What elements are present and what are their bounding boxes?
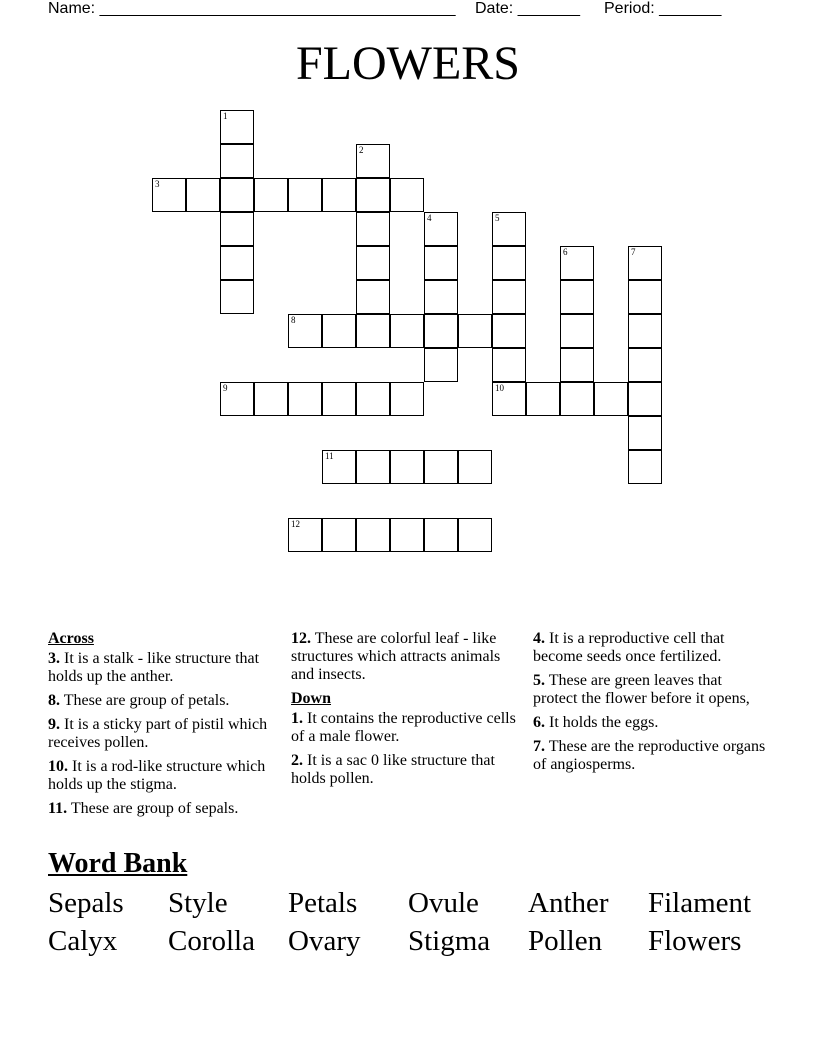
clue-down-1 — [291, 710, 516, 746]
crossword-cell[interactable] — [322, 314, 356, 348]
word-bank-word: Ovule — [408, 887, 479, 919]
cell-number: 7 — [631, 247, 636, 257]
word-bank-word: Calyx — [48, 925, 118, 957]
crossword-cell[interactable] — [356, 450, 390, 484]
clue-number: 8. — [48, 692, 60, 709]
crossword-cell[interactable] — [390, 518, 424, 552]
word-bank-word: Flowers — [648, 925, 742, 957]
clue-number: 5. — [533, 672, 545, 689]
crossword-cell[interactable] — [322, 382, 356, 416]
crossword-cell[interactable] — [390, 314, 424, 348]
clue-text: It is a reproductive cell that become seeds once fertilized. — [533, 630, 725, 665]
cell-number: 9 — [223, 383, 228, 393]
crossword-cell[interactable] — [560, 348, 594, 382]
clue-text: These are colorful leaf - like structures which attracts animals and insects. — [291, 630, 501, 683]
clue-across-8 — [48, 692, 278, 710]
word-bank-word: Ovary — [288, 925, 361, 957]
clue-text: These are group of petals. — [63, 692, 230, 709]
crossword-cell[interactable] — [356, 314, 390, 348]
word-bank-word: Sepals — [48, 887, 124, 919]
crossword-cell[interactable] — [628, 348, 662, 382]
crossword-cell[interactable] — [220, 144, 254, 178]
crossword-cell[interactable] — [220, 110, 254, 144]
crossword-cell[interactable] — [254, 382, 288, 416]
word-bank-title: Word Bank — [48, 848, 188, 879]
clue-down-7 — [533, 738, 768, 774]
crossword-cell[interactable] — [152, 178, 186, 212]
clue-number: 2. — [291, 752, 303, 769]
clue-number: 7. — [533, 738, 545, 755]
crossword-cell[interactable] — [424, 246, 458, 280]
crossword-cell[interactable] — [424, 212, 458, 246]
clue-across-3 — [48, 650, 278, 686]
clue-number: 6. — [533, 714, 545, 731]
crossword-cell[interactable] — [560, 314, 594, 348]
clues-column-1 — [48, 630, 278, 824]
cell-number: 2 — [359, 145, 364, 155]
across-heading: Across — [48, 630, 94, 647]
crossword-cell[interactable] — [560, 382, 594, 416]
crossword-cell[interactable] — [628, 416, 662, 450]
cell-number: 3 — [155, 179, 160, 189]
crossword-cell[interactable] — [492, 382, 526, 416]
crossword-cell[interactable] — [424, 314, 458, 348]
crossword-cell[interactable] — [356, 280, 390, 314]
clue-down-6 — [533, 714, 768, 732]
crossword-cell[interactable] — [390, 382, 424, 416]
word-bank-word: Anther — [528, 887, 609, 919]
cell-number: 4 — [427, 213, 432, 223]
crossword-cell[interactable] — [560, 280, 594, 314]
cell-number: 1 — [223, 111, 228, 121]
crossword-cell[interactable] — [186, 178, 220, 212]
crossword-cell[interactable] — [424, 450, 458, 484]
crossword-cell[interactable] — [288, 178, 322, 212]
crossword-cell[interactable] — [458, 314, 492, 348]
crossword-cell[interactable] — [458, 450, 492, 484]
clue-number: 11. — [48, 800, 68, 817]
clue-down-2 — [291, 752, 516, 788]
crossword-cell[interactable] — [288, 518, 322, 552]
clue-text: These are group of sepals. — [70, 800, 239, 817]
crossword-cell[interactable] — [424, 348, 458, 382]
clues-column-2 — [291, 630, 516, 794]
crossword-cell[interactable] — [628, 382, 662, 416]
period-field[interactable]: Period: _______ — [604, 0, 722, 17]
crossword-cell[interactable] — [220, 246, 254, 280]
crossword-cell[interactable] — [322, 178, 356, 212]
word-bank-word: Pollen — [528, 925, 603, 957]
word-bank-word: Style — [168, 887, 228, 919]
crossword-cell[interactable] — [628, 280, 662, 314]
crossword-cell[interactable] — [390, 178, 424, 212]
clue-number: 1. — [291, 710, 303, 727]
crossword-cell[interactable] — [492, 314, 526, 348]
crossword-cell[interactable] — [356, 518, 390, 552]
clue-across-12 — [291, 630, 516, 684]
word-bank-word: Corolla — [168, 925, 255, 957]
crossword-cell[interactable] — [356, 178, 390, 212]
crossword-cell[interactable] — [288, 382, 322, 416]
clue-across-9 — [48, 716, 278, 752]
crossword-cell[interactable] — [492, 212, 526, 246]
clue-text: These are green leaves that protect the flower before it opens, — [533, 672, 750, 707]
crossword-cell[interactable] — [220, 382, 254, 416]
crossword-cell[interactable] — [526, 382, 560, 416]
crossword-cell[interactable] — [628, 450, 662, 484]
crossword-cell[interactable] — [356, 382, 390, 416]
clue-across-10 — [48, 758, 278, 794]
clue-number: 3. — [48, 650, 60, 667]
name-field[interactable]: Name: ________________________________________ — [48, 0, 456, 17]
crossword-cell[interactable] — [288, 314, 322, 348]
clue-number: 12. — [291, 630, 311, 647]
cell-number: 11 — [325, 451, 334, 461]
clue-text: It contains the reproductive cells of a male flower. — [291, 710, 516, 745]
crossword-cell[interactable] — [220, 178, 254, 212]
clue-number: 10. — [48, 758, 68, 775]
crossword-cell[interactable] — [220, 280, 254, 314]
cell-number: 6 — [563, 247, 568, 257]
clue-text: It is a rod-like structure which holds up the stigma. — [48, 758, 266, 793]
crossword-cell[interactable] — [424, 518, 458, 552]
crossword-cell[interactable] — [594, 382, 628, 416]
clue-down-5 — [533, 672, 768, 708]
crossword-cell[interactable] — [492, 280, 526, 314]
crossword-cell[interactable] — [356, 246, 390, 280]
word-bank-word: Filament — [648, 887, 752, 919]
cell-number: 8 — [291, 315, 296, 325]
crossword-cell[interactable] — [424, 280, 458, 314]
crossword-cell[interactable] — [628, 246, 662, 280]
clue-text: It is a stalk - like structure that holds up the anther. — [48, 650, 260, 685]
word-bank-word: Stigma — [408, 925, 491, 957]
crossword-cell[interactable] — [220, 212, 254, 246]
crossword-cell[interactable] — [322, 450, 356, 484]
cell-number: 12 — [291, 519, 300, 529]
down-heading: Down — [291, 690, 332, 707]
clue-number: 9. — [48, 716, 60, 733]
cell-number: 10 — [495, 383, 504, 393]
clue-number: 4. — [533, 630, 545, 647]
clue-text: These are the reproductive organs of angiosperms. — [533, 738, 766, 773]
clue-down-4 — [533, 630, 768, 666]
clue-text: It is a sticky part of pistil which receives pollen. — [48, 716, 268, 751]
word-bank-word: Petals — [288, 887, 358, 919]
crossword-cell[interactable] — [458, 518, 492, 552]
crossword-cell[interactable] — [356, 144, 390, 178]
crossword-cell[interactable] — [560, 246, 594, 280]
clue-text: It is a sac 0 like structure that holds pollen. — [291, 752, 495, 787]
clues-column-3 — [533, 630, 768, 780]
clue-across-11 — [48, 800, 278, 818]
crossword-cell[interactable] — [322, 518, 356, 552]
cell-number: 5 — [495, 213, 500, 223]
crossword-cell[interactable] — [492, 246, 526, 280]
page-title: FLOWERS — [295, 37, 520, 90]
date-field[interactable]: Date: _______ — [475, 0, 580, 17]
crossword-cell[interactable] — [356, 212, 390, 246]
clue-text: It holds the eggs. — [549, 714, 659, 731]
crossword-cell[interactable] — [254, 178, 288, 212]
crossword-cell[interactable] — [628, 314, 662, 348]
crossword-cell[interactable] — [492, 348, 526, 382]
crossword-cell[interactable] — [390, 450, 424, 484]
